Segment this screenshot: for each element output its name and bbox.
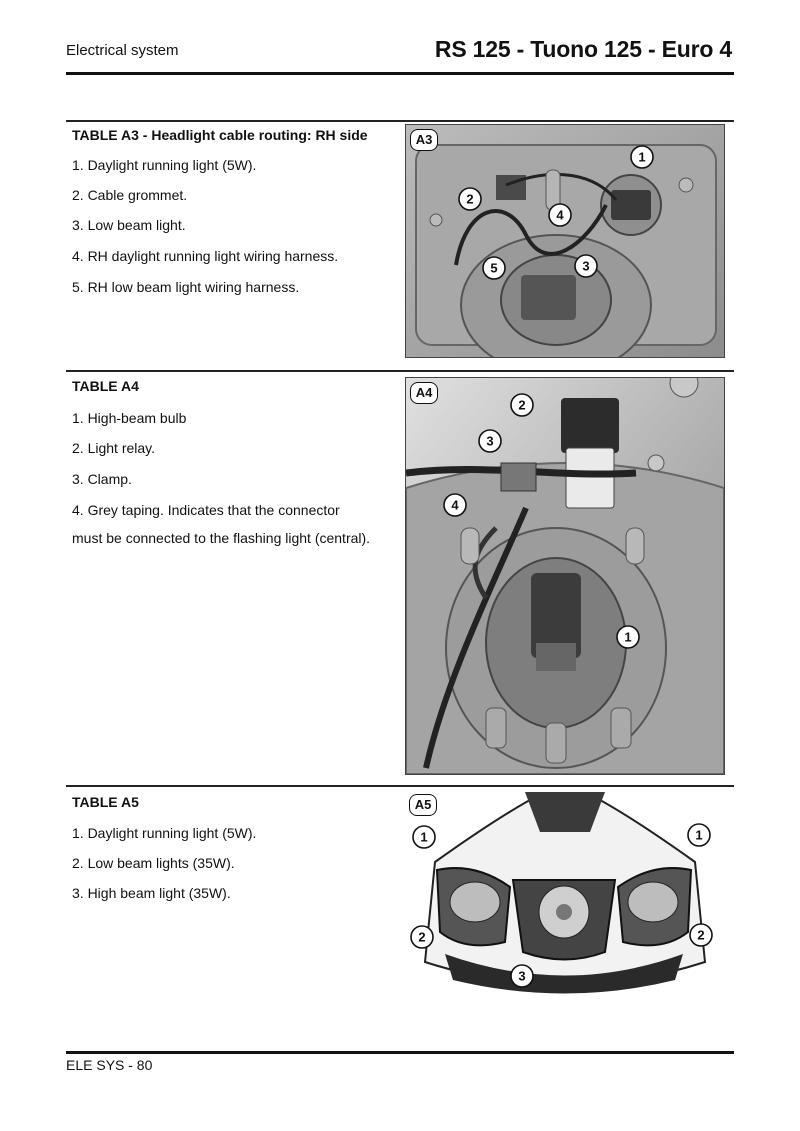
callout-5 <box>483 257 505 279</box>
table-a5-item: 3. High beam light (35W). <box>72 885 231 901</box>
table-a5-rule <box>66 785 734 787</box>
table-a4-item: 4. Grey taping. Indicates that the connector <box>72 502 340 518</box>
callout-2-right <box>690 924 712 946</box>
svg-text:1: 1 <box>638 149 646 165</box>
table-a3-rule <box>66 120 734 122</box>
svg-text:1: 1 <box>624 629 632 645</box>
table-a3-item: 4. RH daylight running light wiring harness. <box>72 248 339 264</box>
svg-text:2: 2 <box>697 927 705 943</box>
callout-1 <box>631 146 653 168</box>
table-a3-item: 3. Low beam light. <box>72 217 186 233</box>
svg-text:2: 2 <box>418 929 426 945</box>
table-a4-item: 1. High-beam bulb <box>72 410 187 426</box>
figure-a5-tag: A5 <box>409 794 437 816</box>
table-a4-rule <box>66 370 734 372</box>
figure-a3-tag: A3 <box>410 129 438 151</box>
table-a5-item: 2. Low beam lights (35W). <box>72 855 235 871</box>
page-number: ELE SYS - 80 <box>66 1057 153 1073</box>
callout-2 <box>511 394 533 416</box>
table-a5-item: 1. Daylight running light (5W). <box>72 825 257 841</box>
figure-a4-tag: A4 <box>410 382 438 404</box>
section-title: Electrical system <box>66 42 179 59</box>
footer-rule <box>66 1051 734 1054</box>
header-rule <box>66 72 734 75</box>
svg-text:3: 3 <box>486 433 494 449</box>
callout-4 <box>549 204 571 226</box>
table-a4-item: must be connected to the flashing light (central). <box>72 530 371 546</box>
callout-3 <box>511 965 533 987</box>
figure-a5-drawing <box>405 792 723 1002</box>
callout-3 <box>479 430 501 452</box>
svg-text:1: 1 <box>695 827 703 843</box>
figure-a3-callouts <box>406 125 724 357</box>
table-a3-title: TABLE A3 - Headlight cable routing: RH side <box>72 127 368 143</box>
callout-1-left <box>413 826 435 848</box>
svg-text:5: 5 <box>490 260 498 276</box>
callout-4 <box>444 494 466 516</box>
callout-2-left <box>411 926 433 948</box>
svg-text:3: 3 <box>518 968 526 984</box>
callout-2 <box>459 188 481 210</box>
table-a3-item: 2. Cable grommet. <box>72 187 188 203</box>
table-a4-item: 3. Clamp. <box>72 471 132 487</box>
figure-a4-callouts <box>406 378 724 774</box>
figure-a4-photo <box>405 377 725 775</box>
svg-text:4: 4 <box>451 497 459 513</box>
table-a4-title: TABLE A4 <box>72 378 139 394</box>
table-a4-item: 2. Light relay. <box>72 440 156 456</box>
svg-text:3: 3 <box>582 258 590 274</box>
svg-text:4: 4 <box>556 207 564 223</box>
figure-a5-callouts <box>405 792 723 1002</box>
svg-text:1: 1 <box>420 829 428 845</box>
table-a3-item: 5. RH low beam light wiring harness. <box>72 279 300 295</box>
table-a3-item: 1. Daylight running light (5W). <box>72 157 257 173</box>
table-a5-title: TABLE A5 <box>72 794 139 810</box>
callout-1-right <box>688 824 710 846</box>
figure-a3-photo <box>405 124 725 358</box>
callout-1 <box>617 626 639 648</box>
svg-text:2: 2 <box>518 397 526 413</box>
svg-text:2: 2 <box>466 191 474 207</box>
model-title: RS 125 - Tuono 125 - Euro 4 <box>434 36 732 62</box>
callout-3 <box>575 255 597 277</box>
